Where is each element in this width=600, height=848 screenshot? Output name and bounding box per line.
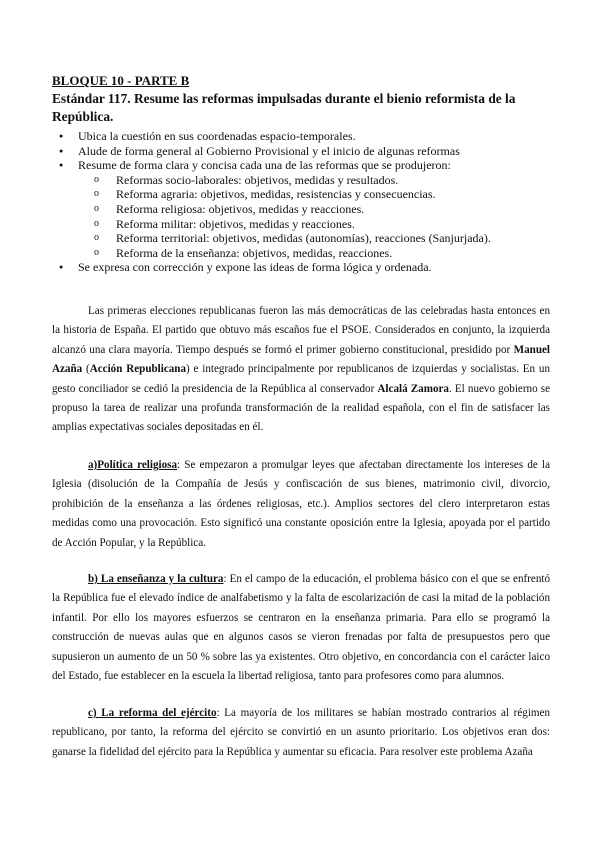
intro-text: . El nuevo gobierno se propuso la tarea de realizar una profunda transformación de la realidad española, con el fin de satisfacer las amplias expectativas sociales depositadas en él.: [52, 382, 551, 434]
education-paragraph: [52, 570, 550, 686]
standard-title: Estándar 117. Resume las reformas impulsadas durante el bienio reformista de la República.: [52, 91, 516, 124]
reform-sub-item: o Reformas socio-laborales: objetivos, medidas y resultados.: [78, 173, 532, 188]
criteria-list: [52, 129, 532, 275]
criteria-item-label: Resume de forma clara y concisa cada una de las reformas que se produjeron:: [78, 158, 451, 173]
criteria-item: ● Se expresa con corrección y expone las ideas de forma lógica y ordenada.: [52, 260, 532, 275]
reforms-sublist: [78, 173, 532, 261]
section-text: : En el campo de la educación, el problema básico con el que se enfrentó la República fue el elevado índice de analfabetismo y la falta de escolarización de casi la mitad de la población infantil. Por ello los mayores esfuerzos se centraron en la enseñanza primaria. Para ello se programó la construcción de nuevas aulas que en algunos casos se vieron frenadas por falta de presupuestos pero que supusieron un aumento de un 50 % sobre las ya existentes. Otro objetivo, en concordancia con el carácter laico del Estado, fue establecer en la escuela la libertad religiosa, tanto para profesores como para alumnos.: [52, 573, 550, 683]
reform-sub-item: o Reforma territorial: objetivos, medidas (autonomías), reacciones (Sanjurjada).: [78, 231, 532, 246]
section-heading-education: b) La enseñanza y la cultura: [88, 573, 224, 585]
reform-sub-item: o Reforma de la enseñanza: objetivos, medidas, reacciones.: [78, 246, 532, 261]
intro-text: Las primeras elecciones republicanas fueron las más democráticas de las celebradas hasta entonces en la historia de España. El partido que obtuvo más escaños fue el PSOE. Considerados en conjunto, la izquierda alcanzó una clara mayoría. Tiempo después se formó el primer gobierno constitucional, presidido por: [52, 305, 550, 356]
reform-sub-item: o Reforma militar: objetivos, medidas y reacciones.: [78, 217, 532, 232]
criteria-item: ● Ubica la cuestión en sus coordenadas espacio-temporales.: [52, 129, 532, 144]
section-text: : Se empezaron a promulgar leyes que afectaban directamente los intereses de la Iglesia (disolución de la Compañía de Jesús y confiscación de sus bienes, matrimonio civil, divorcio, prohibición de la enseñanza a las órdenes religiosas, etc.). Amplios sectores del clero interpretaron estas medidas como una provocación. Esto significó una constante oposición entre la Iglesia, apoyada por el partido de Acción Popular, y la República.: [52, 459, 550, 549]
criteria-item: ● Alude de forma general al Gobierno Provisional y el inicio de algunas reformas: [52, 144, 532, 159]
religious-policy-paragraph: [52, 456, 550, 553]
reform-sub-item: o Reforma religiosa: objetivos, medidas y reacciones.: [78, 202, 532, 217]
highlight-azana: Manuel Azaña: [52, 343, 550, 376]
section-heading-military: c) La reforma del ejército: [88, 707, 217, 719]
intro-paragraph: [52, 302, 550, 438]
block-title: BLOQUE 10 - PARTE B: [52, 73, 190, 88]
section-text: : La mayoría de los militares se habían mostrado contrarios al régimen republicano, por tanto, la reforma del ejército se convirtió en un asunto prioritario. Los objetivos eran dos: ganarse la fidelidad del ejército para la República y aumentar su eficacia. Para resolver este problema Azaña: [52, 707, 550, 758]
intro-text: (: [82, 363, 90, 376]
section-heading-religion: a)Política religiosa: [88, 459, 178, 471]
army-reform-paragraph: [52, 704, 550, 762]
criteria-item: [52, 158, 532, 260]
highlight-accion-republicana: Acción Republicana: [89, 363, 187, 376]
highlight-alcala-zamora: Alcalá Zamora: [377, 382, 449, 395]
intro-text: ) e integrado principalmente por republicanos de izquierdas y socialistas. En un gesto conciliador se cedió la presidencia de la República al conservador: [52, 363, 551, 395]
reform-sub-item: o Reforma agraria: objetivos, medidas, resistencias y consecuencias.: [78, 187, 532, 202]
